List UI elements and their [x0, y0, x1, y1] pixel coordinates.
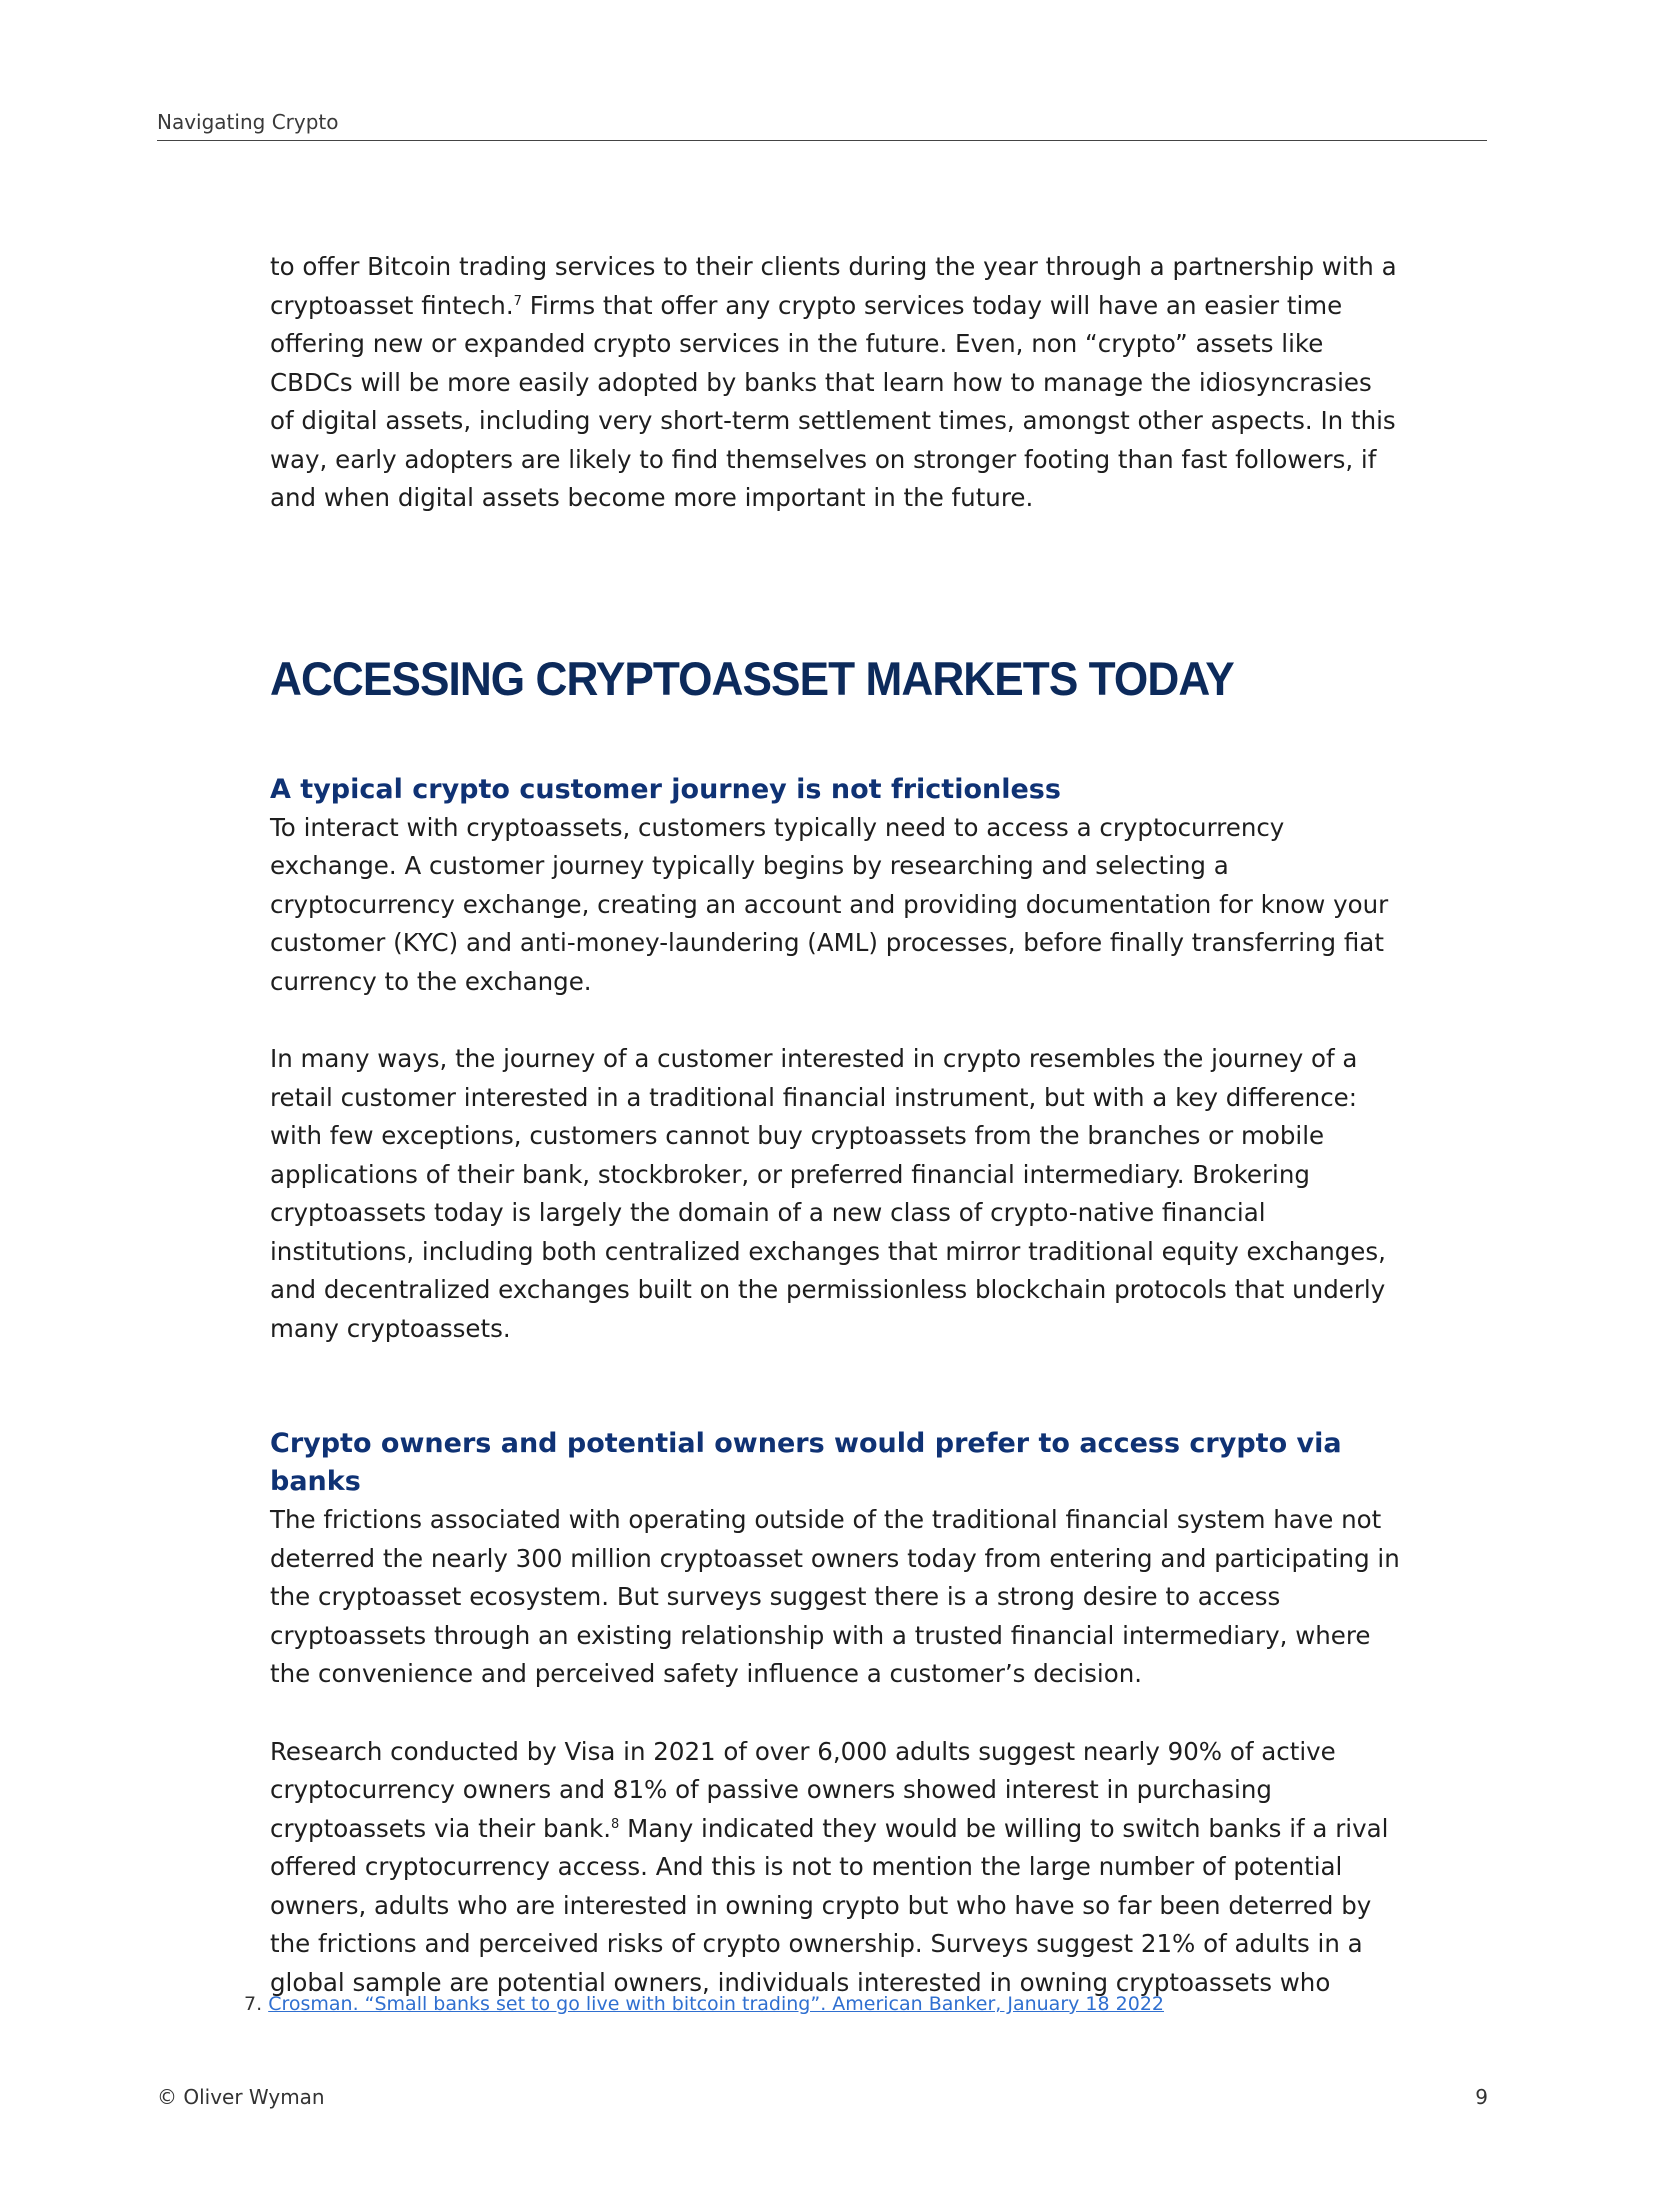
paragraph-banks-1: The frictions associated with operating outside of the traditional financial system have not deterred the nearly 300 million cryptoasset owners today from entering and participating in the cryptoasset ecosystem. But surveys suggest there is a strong desire to access cryptoassets through an existing relationship with a trusted financial intermediary, where the convenience and perceived safety influence a customer’s decision. [270, 1505, 1400, 1688]
footnote-link[interactable]: Crosman. “Small banks set to go live with bitcoin trading”. American Banker, January 18 2022 [268, 1993, 1164, 2015]
footnote-ref-7[interactable]: 7 [513, 293, 522, 309]
footer-copyright: © Oliver Wyman [157, 2085, 325, 2109]
footnote-ref-8[interactable]: 8 [611, 1816, 620, 1832]
section-title: ACCESSING CRYPTOASSET MARKETS TODAY [270, 651, 1234, 705]
paragraph-banks-2 [270, 1733, 1400, 2003]
paragraph-journey-1: To interact with cryptoassets, customers typically need to access a cryptocurrency exchange. A customer journey typically begins by researching and selecting a cryptocurrency exchange, creating an account and providing documentation for know your customer (KYC) and anti-money-laundering (AML) processes, before finally transferring fiat currency to the exchange. [270, 812, 1389, 996]
page-content [270, 248, 1400, 2002]
header-divider [157, 140, 1487, 141]
banks-text-a: Research conducted by Visa in 2021 of over 6,000 adults suggest nearly 90% of active cryptocurrency owners and 81% of passive owners showed interest in purchasing cryptoassets via their bank. [270, 1736, 1336, 1843]
intro-text-b: Firms that offer any crypto services today will have an easier time offering new or expanded crypto services in the future. Even, non “crypto” assets like CBDCs will be more easily adopted by banks that learn how to manage the idiosyncrasies of digital assets, including very short-term settlement times, amongst other aspects. In this way, early adopters are likely to find themselves on stronger footing than fast followers, if and when digital assets become more important in the future. [270, 290, 1396, 512]
paragraph-journey-2: In many ways, the journey of a customer interested in crypto resembles the journey of a retail customer interested in a traditional financial instrument, but with a key difference: with few exceptions, customers cannot buy cryptoassets from the branches or mobile applications of their bank, stockbroker, or preferred financial intermediary. Brokering cryptoassets today is largely the domain of a new class of crypto-native financial institutions, including both centralized exchanges that mirror traditional equity exchanges, and decentralized exchanges built on the permissionless blockchain protocols that underly many cryptoassets. [270, 1044, 1386, 1343]
running-header: Navigating Crypto [157, 110, 339, 134]
banks-text-b: Many indicated they would be willing to switch banks if a rival offered cryptocurrency access. And this is not to mention the large number of potential owners, adults who are interested in owning crypto but who have so far been deterred by the frictions and perceived risks of crypto ownership. Surveys suggest 21% of adults in a global sample are potential owners, individuals interested in owning cryptoassets who [270, 1813, 1389, 1997]
footnote-number: 7. [244, 1993, 263, 2015]
subheading-access-via-banks: Crypto owners and potential owners would prefer to access crypto via banks [270, 1428, 1342, 1497]
footnote [244, 1993, 1164, 2015]
intro-paragraph [270, 248, 1400, 518]
intro-text-a: to offer Bitcoin trading services to their clients during the year through a partnership with a cryptoasset fintech. [270, 252, 1397, 320]
page-number: 9 [1475, 2085, 1488, 2109]
subheading-customer-journey: A typical crypto customer journey is not frictionless [270, 773, 1061, 805]
